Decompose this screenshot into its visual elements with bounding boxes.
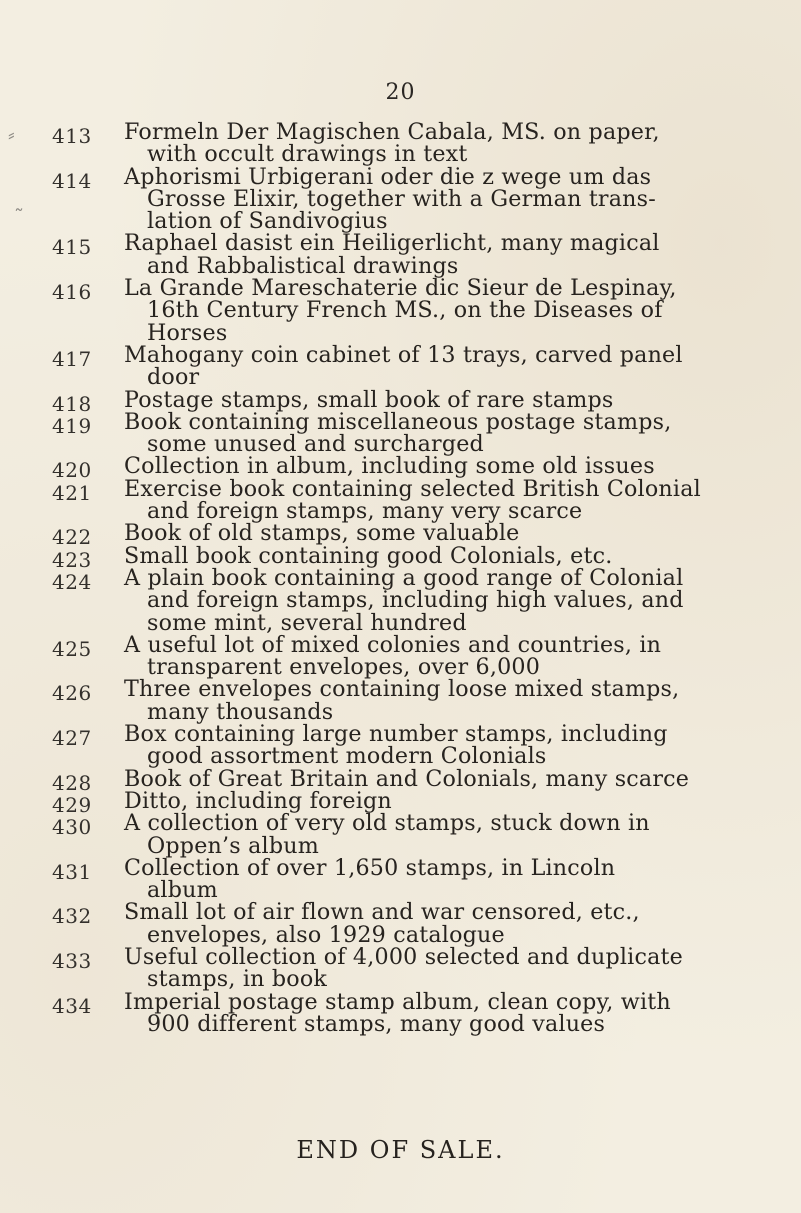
- lot-number: 418: [52, 391, 92, 416]
- lot-description-line: Book of Great Britain and Colonials, many scarce: [124, 765, 690, 792]
- lot-description-line: envelopes, also 1929 catalogue: [147, 921, 505, 948]
- lot-description: [124, 723, 738, 768]
- lot-description-line: Horses: [147, 319, 228, 346]
- lot-description-line: some mint, several hundred: [147, 609, 467, 636]
- lot-entry: [0, 163, 801, 235]
- lot-number: 428: [52, 770, 92, 795]
- lot-description-line: Aphorismi Urbigerani oder die z wege um das: [124, 163, 652, 190]
- lot-description-line: Collection of over 1,650 stamps, in Lincoln: [124, 854, 616, 881]
- lot-number: 423: [52, 547, 92, 572]
- lot-description: [124, 943, 738, 993]
- lot-description-line: Collection in album, including some old issues: [124, 453, 655, 480]
- lot-description-line: Postage stamps, small book of rare stamps: [124, 386, 614, 413]
- lot-description-line: Book of old stamps, some valuable: [124, 520, 520, 547]
- lot-number: 421: [52, 480, 92, 505]
- lot-number: 416: [52, 280, 92, 305]
- margin-pencil-mark: ⸗: [8, 122, 15, 146]
- lot-description-line: some unused and surcharged: [147, 431, 484, 458]
- lot-description-line: lation of Sandivogius: [147, 208, 388, 235]
- lot-description-line: Useful collection of 4,000 selected and duplicate: [124, 943, 683, 970]
- lot-description-line: transparent envelopes, over 6,000: [147, 654, 541, 681]
- lot-list: [0, 121, 801, 1035]
- lot-description: [124, 631, 738, 681]
- lot-description-line: A collection of very old stamps, stuck down in: [124, 810, 650, 837]
- lot-description-line: album: [147, 877, 218, 904]
- lot-entry: [0, 386, 801, 416]
- lot-entry: [0, 564, 801, 636]
- lot-description-line: A useful lot of mixed colonies and countries, in: [124, 631, 662, 658]
- page-number: 20: [385, 80, 416, 105]
- lot-description-line: and foreign stamps, many very scarce: [147, 498, 583, 525]
- lot-number: 430: [52, 815, 92, 840]
- lot-number: 427: [52, 726, 92, 751]
- lot-description: [124, 542, 738, 569]
- lot-description-line: and foreign stamps, including high values, and: [147, 587, 684, 614]
- lot-description: [124, 812, 738, 857]
- lot-number: 433: [52, 948, 92, 973]
- lot-number: 413: [52, 124, 92, 148]
- lot-entry: [0, 341, 801, 391]
- lot-number: 415: [52, 235, 92, 260]
- lot-description: [124, 678, 738, 723]
- lot-description: [124, 121, 738, 166]
- lot-description: [124, 408, 738, 458]
- lot-entry: [0, 453, 801, 483]
- lot-description: [124, 787, 738, 814]
- lot-description-line: many thousands: [147, 698, 334, 725]
- lot-description-line: stamps, in book: [147, 966, 328, 993]
- lot-entry: [0, 943, 801, 993]
- end-of-sale: END OF SALE.: [296, 1136, 505, 1164]
- lot-description: [124, 277, 738, 344]
- lot-description: [124, 453, 738, 480]
- lot-description-line: 16th Century French MS., on the Diseases of: [147, 297, 663, 324]
- lot-description-line: Three envelopes containing loose mixed stamps,: [124, 676, 680, 703]
- lot-entry: [0, 542, 801, 572]
- lot-number: 434: [52, 993, 92, 1018]
- lot-entry: [0, 854, 801, 904]
- lot-entry: [0, 723, 801, 768]
- lot-entry: [0, 988, 801, 1037]
- lot-description-line: Box containing large number stamps, including: [124, 721, 668, 748]
- lot-description: [124, 520, 738, 547]
- lot-description-line: Small book containing good Colonials, etc.: [124, 542, 613, 569]
- lot-entry: [0, 520, 801, 550]
- lot-entry: [0, 787, 801, 817]
- lot-description-line: Book containing miscellaneous postage stamps,: [124, 408, 672, 435]
- lot-number: 414: [52, 168, 92, 193]
- lot-description-line: good assortment modern Colonials: [147, 743, 547, 770]
- lot-number: 424: [52, 569, 92, 594]
- lot-description-line: Grosse Elixir, together with a German trans-: [147, 185, 656, 212]
- lot-entry: [0, 408, 801, 458]
- lot-entry: [0, 277, 801, 344]
- lot-number: 426: [52, 681, 92, 706]
- lot-number: 422: [52, 525, 92, 550]
- lot-entry: [0, 765, 801, 795]
- lot-number: 419: [52, 413, 92, 438]
- lot-description-line: Mahogany coin cabinet of 13 trays, carved panel: [124, 341, 683, 368]
- lot-number: 425: [52, 636, 92, 661]
- lot-number: 431: [52, 859, 92, 884]
- lot-description-line: Small lot of air flown and war censored, etc.,: [124, 899, 640, 926]
- lot-description-line: La Grande Mareschaterie dic Sieur de Lespinay,: [124, 275, 677, 302]
- lot-description: [124, 163, 738, 235]
- lot-description-line: A plain book containing a good range of Colonial: [124, 564, 684, 591]
- lot-number: 417: [52, 346, 92, 371]
- lot-entry: [0, 121, 801, 166]
- lot-description: [124, 341, 738, 391]
- lot-description-line: Exercise book containing selected British Colonial: [124, 475, 701, 502]
- lot-description: [124, 988, 738, 1037]
- lot-number: 420: [52, 458, 92, 483]
- lot-description: [124, 854, 738, 904]
- lot-description: [124, 901, 738, 946]
- lot-entry: [0, 901, 801, 946]
- lot-description: [124, 475, 738, 525]
- lot-description-line: Oppen’s album: [147, 832, 319, 859]
- margin-pencil-mark: ˷: [14, 188, 24, 212]
- lot-description-line: Formeln Der Magischen Cabala, MS. on paper,: [124, 119, 660, 145]
- lot-description-line: Raphael dasist ein Heiligerlicht, many magical: [124, 230, 660, 257]
- lot-description-line: Ditto, including foreign: [124, 787, 392, 814]
- lot-description: [124, 765, 738, 792]
- lot-description: [124, 386, 738, 413]
- lot-number: 432: [52, 904, 92, 929]
- lot-description-line: 900 different stamps, many good values: [147, 1010, 606, 1037]
- lot-entry: [0, 475, 801, 525]
- lot-number: 429: [52, 792, 92, 817]
- lot-entry: [0, 678, 801, 723]
- lot-description: [124, 564, 738, 636]
- lot-entry: [0, 812, 801, 857]
- lot-description: [124, 232, 738, 277]
- lot-description-line: with occult drawings in text: [147, 141, 468, 168]
- lot-entry: [0, 232, 801, 277]
- lot-description-line: Imperial postage stamp album, clean copy, with: [124, 988, 671, 1015]
- lot-description-line: and Rabbalistical drawings: [147, 252, 459, 279]
- lot-entry: [0, 631, 801, 681]
- lot-description-line: door: [147, 364, 200, 391]
